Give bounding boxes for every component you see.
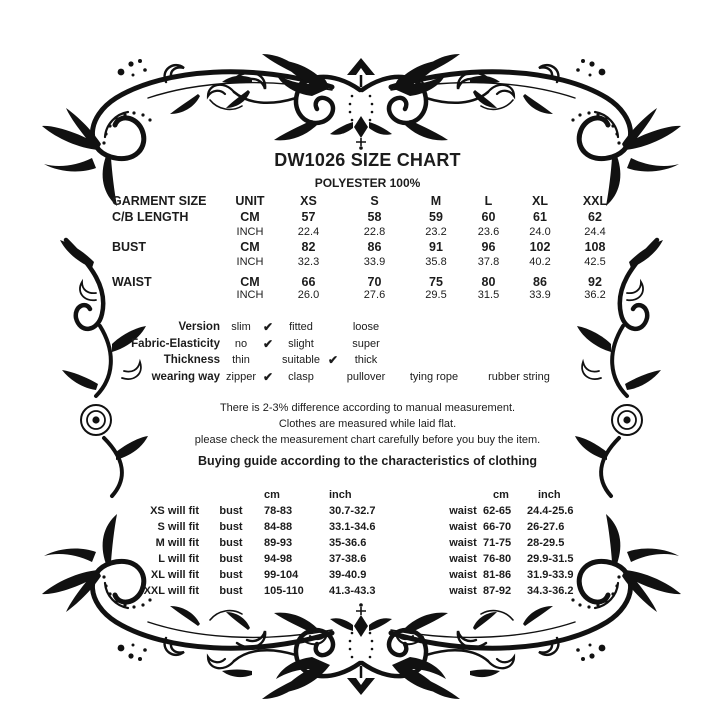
unit-cell: INCH xyxy=(236,255,264,268)
header-garment-size: GARMENT SIZE xyxy=(112,194,207,209)
value-cell: 91 xyxy=(429,239,443,254)
value-cell: 26.0 xyxy=(297,289,320,302)
fit-part: bust xyxy=(219,505,243,517)
fit-cm-range: 105-110 xyxy=(264,585,304,597)
table-row-bust-cm xyxy=(112,240,622,256)
value-cell: 61 xyxy=(533,209,547,224)
fabric-subtitle: POLYESTER 100% xyxy=(314,176,421,190)
fit-cm-range: 99-104 xyxy=(264,569,299,581)
value-cell: 86 xyxy=(533,274,547,289)
fit-part: waist xyxy=(449,537,477,549)
value-cell: 24.0 xyxy=(529,225,551,238)
blank-cell xyxy=(400,551,448,567)
row-label xyxy=(112,225,225,240)
fit-guide-table xyxy=(130,487,600,599)
fit-inch-range: 31.9-33.9 xyxy=(527,569,574,581)
header-xxl: XXL xyxy=(582,194,608,209)
attr-option: loose xyxy=(352,321,380,334)
fit-inch-range: 26-27.6 xyxy=(527,521,565,533)
note-line: please check the measurement chart carefully before you buy the item. xyxy=(194,434,541,446)
fit-row-m xyxy=(130,535,600,551)
check-slot xyxy=(257,352,279,369)
header-unit: UNIT xyxy=(235,194,265,209)
blank-cell xyxy=(400,583,448,599)
fit-inch-range: 34.3-36.2 xyxy=(527,585,574,597)
attr-option: thin xyxy=(232,354,250,367)
value-cell: 24.4 xyxy=(584,225,606,238)
check-icon: ✔ xyxy=(262,320,274,335)
fit-part: waist xyxy=(449,505,477,517)
blank-cell xyxy=(400,487,448,503)
fit-cm-range: 84-88 xyxy=(264,521,293,533)
attr-option: slim xyxy=(231,321,251,334)
header-l: L xyxy=(484,194,493,209)
fit-part: bust xyxy=(219,553,243,565)
attr-option xyxy=(479,352,559,369)
fit-cm-range: 94-98 xyxy=(264,553,293,565)
value-cell: 102 xyxy=(529,239,551,254)
value-cell: 82 xyxy=(301,239,316,254)
value-cell: 80 xyxy=(481,274,496,289)
blank-cell xyxy=(448,487,478,503)
attributes-table xyxy=(118,319,559,385)
attr-option xyxy=(389,336,479,353)
fit-cm-range: 81-86 xyxy=(483,569,512,581)
fit-row-xxl xyxy=(130,583,600,599)
attr-row-thickness xyxy=(118,352,559,369)
unit-cell: INCH xyxy=(236,289,264,302)
table-row-cb-length-cm xyxy=(112,210,622,226)
fit-cm-range: 66-70 xyxy=(483,521,512,533)
fit-inch-range: 39-40.9 xyxy=(329,569,367,581)
fit-cm-range: 62-65 xyxy=(483,505,512,517)
unit-cell: INCH xyxy=(236,225,264,238)
fit-inch-range: 30.7-32.7 xyxy=(329,505,376,517)
attr-option: pullover xyxy=(346,370,386,383)
table-header-row xyxy=(112,194,622,210)
value-cell: 92 xyxy=(588,274,602,289)
blank-cell xyxy=(202,487,260,503)
value-cell: 33.9 xyxy=(529,289,551,302)
check-icon: ✔ xyxy=(327,353,339,368)
value-cell: 31.5 xyxy=(477,289,500,302)
attr-label: wearing way xyxy=(151,370,220,383)
fit-part: bust xyxy=(219,569,243,581)
attr-option: zipper xyxy=(226,370,256,383)
check-icon: ✔ xyxy=(262,369,274,384)
attr-option: slight xyxy=(288,337,314,350)
attr-option: thick xyxy=(354,354,378,367)
fit-cm-range: 87-92 xyxy=(483,585,512,597)
fit-part: waist xyxy=(449,585,477,597)
fit-size-label: M will fit xyxy=(155,537,199,549)
row-label: WAIST xyxy=(112,274,152,289)
fit-size-label: XS will fit xyxy=(150,505,199,517)
value-cell: 40.2 xyxy=(529,255,551,268)
value-cell: 35.8 xyxy=(425,255,447,268)
fit-inch-range: 35-36.6 xyxy=(329,537,367,549)
buying-guide-heading: Buying guide according to the characteristics of clothing xyxy=(198,454,537,468)
value-cell: 86 xyxy=(367,239,382,254)
fit-inch-range: 41.3-43.3 xyxy=(329,585,376,597)
value-cell: 60 xyxy=(481,209,496,224)
fit-part: bust xyxy=(219,537,243,549)
attr-option: suitable xyxy=(282,354,320,367)
attr-option xyxy=(479,319,559,336)
fit-cm-range: 89-93 xyxy=(264,537,293,549)
fit-inch-range: 28-29.5 xyxy=(527,537,565,549)
table-row-waist-cm xyxy=(112,270,622,289)
attr-row-elasticity xyxy=(118,336,559,353)
unit-cell: CM xyxy=(240,209,260,224)
attr-option: clasp xyxy=(288,370,314,383)
blank-cell xyxy=(400,519,448,535)
table-row-waist-inch xyxy=(112,289,622,304)
value-cell: 37.8 xyxy=(477,255,500,268)
fit-inch-range: 37-38.6 xyxy=(329,553,367,565)
value-cell: 70 xyxy=(367,274,382,289)
blank-cell xyxy=(400,567,448,583)
row-label xyxy=(112,289,225,304)
size-chart-table xyxy=(112,194,622,303)
check-slot xyxy=(323,369,343,386)
fit-inch-range: 33.1-34.6 xyxy=(329,521,376,533)
attr-row-wearing-way xyxy=(118,369,559,386)
table-row-bust-inch xyxy=(112,255,622,270)
fit-header-row xyxy=(130,487,600,503)
table-row-cb-length-inch xyxy=(112,225,622,240)
attr-label: Version xyxy=(178,321,220,334)
fit-inch-range: 24.4-25.6 xyxy=(527,505,574,517)
measurement-notes xyxy=(12,400,723,469)
value-cell: 33.9 xyxy=(363,255,386,268)
attr-option xyxy=(389,352,479,369)
value-cell: 23.2 xyxy=(425,225,447,238)
value-cell: 58 xyxy=(367,209,382,224)
fit-header-inch: inch xyxy=(329,489,352,501)
fit-cm-range: 78-83 xyxy=(264,505,293,517)
check-icon: ✔ xyxy=(262,336,274,351)
fit-header-inch: inch xyxy=(538,489,561,501)
fit-cm-range: 71-75 xyxy=(483,537,512,549)
unit-cell: CM xyxy=(240,239,260,254)
fit-header-cm: cm xyxy=(493,489,509,501)
value-cell: 29.5 xyxy=(425,289,447,302)
fit-cm-range: 76-80 xyxy=(483,553,512,565)
fit-row-s xyxy=(130,519,600,535)
fit-row-l xyxy=(130,551,600,567)
header-xs: XS xyxy=(300,194,317,209)
fit-part: bust xyxy=(219,585,243,597)
value-cell: 36.2 xyxy=(584,289,606,302)
blank-cell xyxy=(130,487,202,503)
value-cell: 57 xyxy=(301,209,316,224)
fit-size-label: L will fit xyxy=(158,553,199,565)
attr-option: no xyxy=(234,337,248,350)
fit-row-xs xyxy=(130,503,600,519)
value-cell: 22.8 xyxy=(363,225,386,238)
check-slot xyxy=(323,336,343,353)
attr-option: tying rope xyxy=(409,370,459,383)
fit-part: waist xyxy=(449,553,477,565)
fit-size-label: XL will fit xyxy=(150,569,199,581)
value-cell: 23.6 xyxy=(477,225,500,238)
value-cell: 108 xyxy=(584,239,606,254)
value-cell: 62 xyxy=(588,209,602,224)
attr-option: fitted xyxy=(289,321,313,334)
value-cell: 75 xyxy=(429,274,443,289)
row-label xyxy=(112,255,225,270)
attr-label: Thickness xyxy=(163,354,220,367)
row-label: BUST xyxy=(112,239,147,254)
value-cell: 96 xyxy=(481,239,496,254)
fit-part: waist xyxy=(449,521,477,533)
value-cell: 59 xyxy=(429,209,443,224)
attr-option xyxy=(389,319,479,336)
value-cell: 22.4 xyxy=(297,225,320,238)
blank-cell xyxy=(400,535,448,551)
attr-row-version xyxy=(118,319,559,336)
note-line: Clothes are measured while laid flat. xyxy=(278,418,457,430)
fit-size-label: S will fit xyxy=(157,521,199,533)
fit-inch-range: 29.9-31.5 xyxy=(527,553,574,565)
fit-row-xl xyxy=(130,567,600,583)
attr-option xyxy=(479,336,559,353)
attr-option: rubber string xyxy=(488,370,550,383)
unit-cell: CM xyxy=(240,274,260,289)
fit-header-cm: cm xyxy=(264,489,280,501)
blank-cell xyxy=(400,503,448,519)
fit-part: waist xyxy=(449,569,477,581)
page-title: DW1026 SIZE CHART xyxy=(274,150,461,170)
value-cell: 66 xyxy=(301,274,316,289)
attr-option: super xyxy=(352,337,380,350)
header-m: M xyxy=(430,194,442,209)
header-s: S xyxy=(370,194,379,209)
fit-part: bust xyxy=(219,521,243,533)
value-cell: 27.6 xyxy=(363,289,386,302)
check-slot xyxy=(323,319,343,336)
value-cell: 42.5 xyxy=(584,255,606,268)
value-cell: 32.3 xyxy=(297,255,320,268)
note-line: There is 2-3% difference according to manual measurement. xyxy=(219,402,516,414)
attr-label: Fabric-Elasticity xyxy=(131,337,220,350)
header-xl: XL xyxy=(532,194,548,209)
fit-size-label: XXL will fit xyxy=(143,585,199,597)
row-label: C/B LENGTH xyxy=(112,209,189,224)
